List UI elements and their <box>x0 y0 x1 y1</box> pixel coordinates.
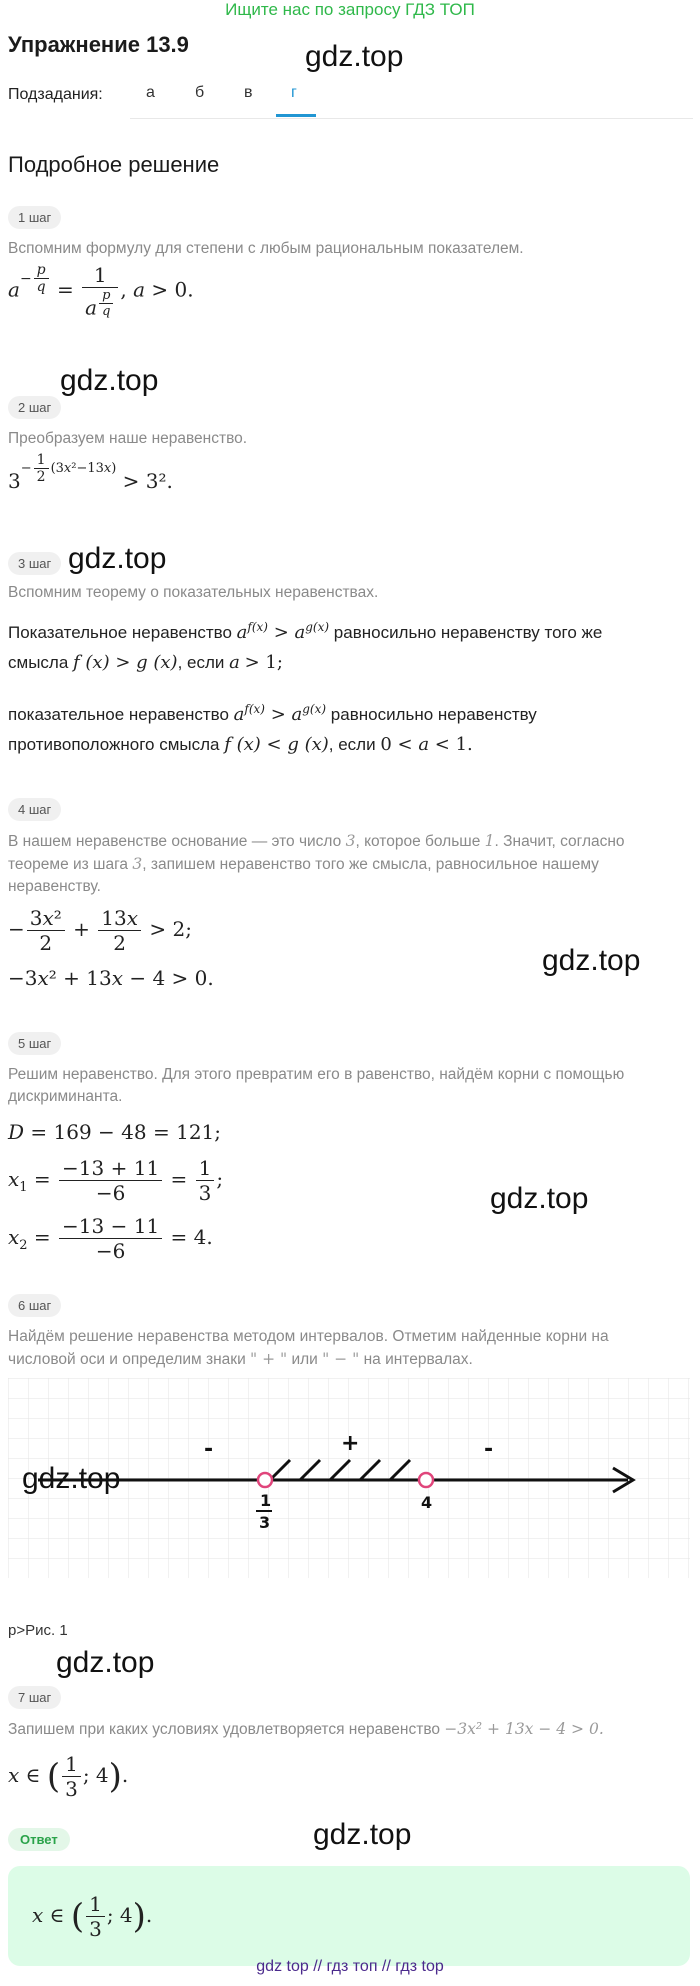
formula-inequality: $3^{- \frac{1}{2} (3x^2-13x)} > 3^2$. <box>8 452 173 493</box>
formula-power: $a^{- \frac{p}{q}}$ = 1 a $^{\frac{p}{q}}$ , a > 0. <box>8 262 194 320</box>
formula-step4-b: −3x² + 13x − 4 > 0. <box>8 966 214 990</box>
answer-formula: x ∈ ( $\frac{1}{3}$ ; 4). <box>32 1892 153 1941</box>
watermark: gdz.top <box>490 1182 589 1215</box>
active-tab-indicator <box>276 114 316 117</box>
step-badge: 7 шаг <box>8 1686 61 1709</box>
answer-badge: Ответ <box>8 1828 70 1851</box>
theorem-line-3: показательное неравенство $a^{f(x)} > a^{g(x)}$ равносильно неравенству <box>8 702 537 725</box>
sign-right: - <box>484 1437 494 1462</box>
root-marker-2 <box>419 1473 433 1487</box>
root-marker-1 <box>258 1473 272 1487</box>
step-text: В нашем неравенстве основание — это число 3, которое больше 1. Значит, согласно теореме из шага 3, запишем неравенство того же смысла, равносильное нашему неравенству. <box>8 832 625 895</box>
sign-middle: + <box>341 1431 360 1456</box>
step-text: Запишем при каких условиях удовлетворяется неравенство −3x² + 13x − 4 > 0. <box>8 1720 604 1738</box>
section-title: Подробное решение <box>8 152 220 177</box>
step-text: Преобразуем наше неравенство. <box>8 430 248 447</box>
step-badge: 2 шаг <box>8 396 61 419</box>
top-banner: Ищите нас по запросу ГДЗ ТОП <box>225 0 475 19</box>
watermark: gdz.top <box>305 40 404 73</box>
footer-links[interactable]: gdz top // гдз топ // гдз top <box>256 1958 444 1975</box>
step-text: Вспомним теорему о показательных неравенствах. <box>8 584 379 601</box>
tab-v[interactable]: в <box>244 84 253 101</box>
formula-solution: x ∈ ( $\frac{1}{3}$ ; 4). <box>8 1752 129 1801</box>
step-badge: 4 шаг <box>8 798 61 821</box>
watermark: gdz.top <box>313 1818 412 1851</box>
formula-root-2: $x_2$ = $\frac{-13 - 11}{-6}$ = 4. <box>8 1214 213 1263</box>
step-badge: 6 шаг <box>8 1294 61 1317</box>
formula-root-1: $x_1$ = $\frac{-13 + 11}{-6}$ = $\frac{1}{3}$ ; <box>8 1156 224 1205</box>
watermark: gdz.top <box>542 944 641 977</box>
tab-a[interactable]: а <box>146 84 155 101</box>
formula-discriminant: D = 169 − 48 = 121; <box>8 1120 221 1144</box>
tab-b[interactable]: б <box>195 84 205 101</box>
root-label-1-num: 1 <box>260 1491 272 1510</box>
step-text: Найдём решение неравенства методом интервалов. Отметим найденные корни на числовой оси и определим знаки " + " или " − " на интервалах. <box>8 1328 609 1368</box>
watermark: gdz.top <box>22 1462 121 1495</box>
sign-left: - <box>204 1437 214 1462</box>
step-badge: 1 шаг <box>8 206 61 229</box>
root-label-2: 4 <box>421 1493 433 1512</box>
answer-box <box>8 1866 690 1966</box>
watermark: gdz.top <box>60 364 159 397</box>
formula-step4-a: − $\frac{\text{3x²}}{2}$ + $\frac{13x}{2}$ > 2; <box>8 906 192 955</box>
theorem-line-4: противоположного смысла f (x) < g (x), если 0 < a < 1. <box>8 734 473 755</box>
step-text: Вспомним формулу для степени с любым рациональным показателем. <box>8 240 524 257</box>
subtasks-label: Подзадания: <box>8 86 103 103</box>
watermark: gdz.top <box>56 1646 155 1679</box>
watermark: gdz.top <box>68 542 167 575</box>
theorem-line-1: Показательное неравенство $a^{f(x)} > a^{g(x)}$ равносильно неравенству того же <box>8 620 603 643</box>
page-title: Упражнение 13.9 <box>8 32 189 57</box>
root-label-1-den: 3 <box>259 1513 271 1532</box>
theorem-line-2: смысла f (x) > g (x), если a > 1; <box>8 652 283 673</box>
tab-g[interactable]: г <box>291 84 297 101</box>
figure-caption: p>Рис. 1 <box>8 1622 68 1639</box>
step-badge: 3 шаг <box>8 552 61 575</box>
step-badge: 5 шаг <box>8 1032 61 1055</box>
subtask-tabs <box>130 84 693 119</box>
step-text: Решим неравенство. Для этого превратим его в равенство, найдём корни с помощью дискриминанта. <box>8 1066 625 1105</box>
